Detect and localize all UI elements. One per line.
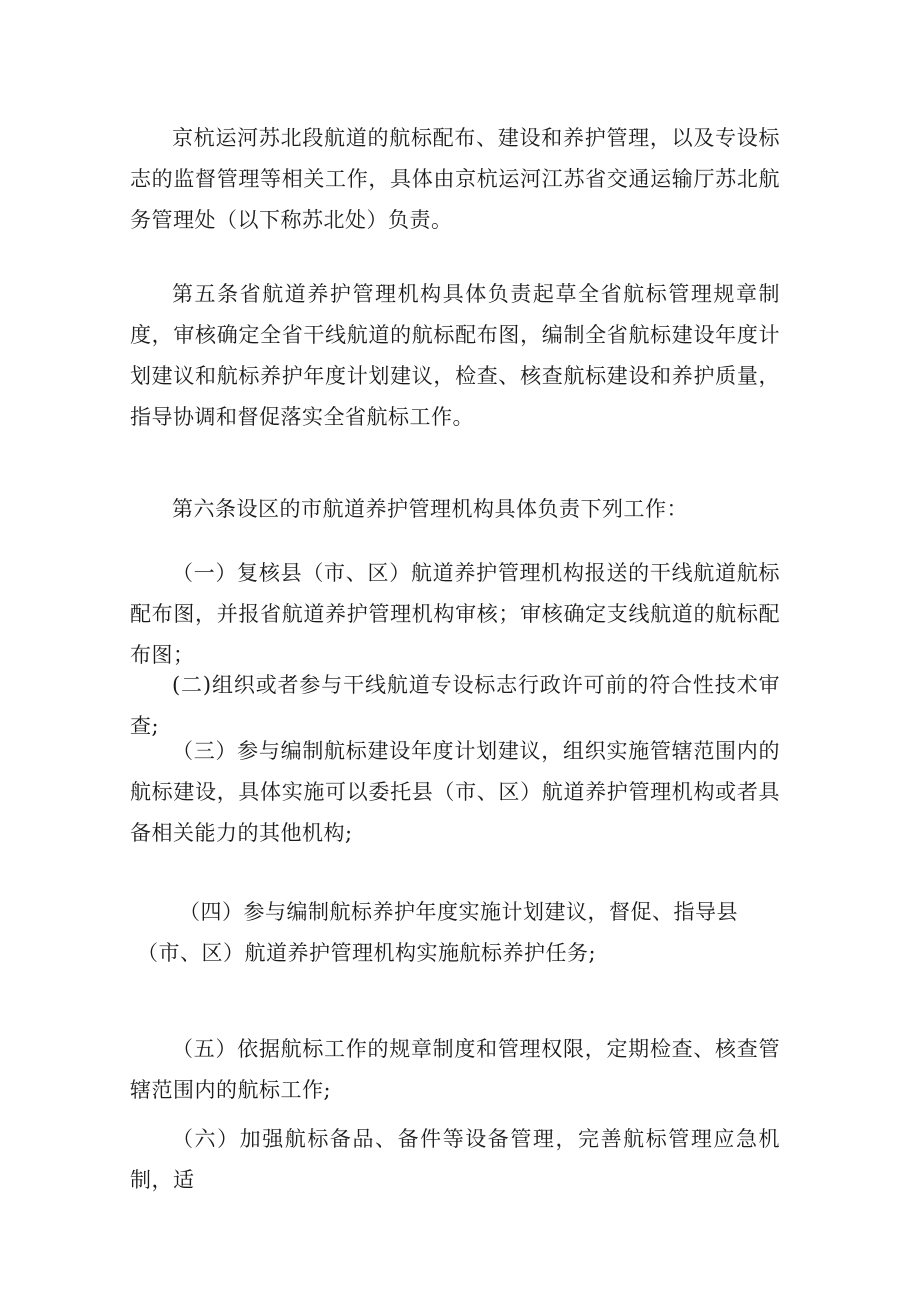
paragraph-item-1: （一）复核县（市、区）航道养护管理机构报送的干线航道航标配布图，并报省航道养护管理机构审核；审核确定支线航道的航标配布图； (130, 561, 780, 667)
paragraph-item-4-line-1: （四）参与编制航标养护年度实施计划建议，督促、指导县 (179, 900, 738, 924)
paragraph-item-4 (137, 892, 797, 974)
paragraph-article-6: 第六条设区的市航道养护管理机构具体负责下列工作： (172, 497, 688, 521)
paragraph-item-5: （五）依据航标工作的规章制度和管理权限，定期检查、核查管辖范围内的航标工作; (130, 1037, 780, 1102)
paragraph-1: 京杭运河苏北段航道的航标配布、建设和养护管理，以及专设标志的监督管理等相关工作，具体由京杭运河江苏省交通运输厅苏北航务管理处（以下称苏北处）负责。 (130, 126, 780, 232)
paragraph-item-6: （六）加强航标备品、备件等设备管理，完善航标管理应急机制，适 (130, 1127, 780, 1192)
paragraph-article-5: 第五条省航道养护管理机构具体负责起草全省航标管理规章制度，审核确定全省干线航道的航标配布图，编制全省航标建设年度计划建议和航标养护年度计划建议，检查、核查航标建设和养护质量，指导协调和督促落实全省航标工作。 (130, 282, 780, 429)
paragraph-item-4-line-2: （市、区）航道养护管理机构实施航标养护任务; (137, 941, 597, 965)
paragraph-item-2: (二)组织或者参与干线航道专设标志行政许可前的符合性技术审查; (130, 673, 780, 738)
paragraph-item-3: （三）参与编制航标建设年度计划建议，组织实施管辖范围内的航标建设，具体实施可以委托县（市、区）航道养护管理机构或者具备相关能力的其他机构; (130, 739, 780, 845)
